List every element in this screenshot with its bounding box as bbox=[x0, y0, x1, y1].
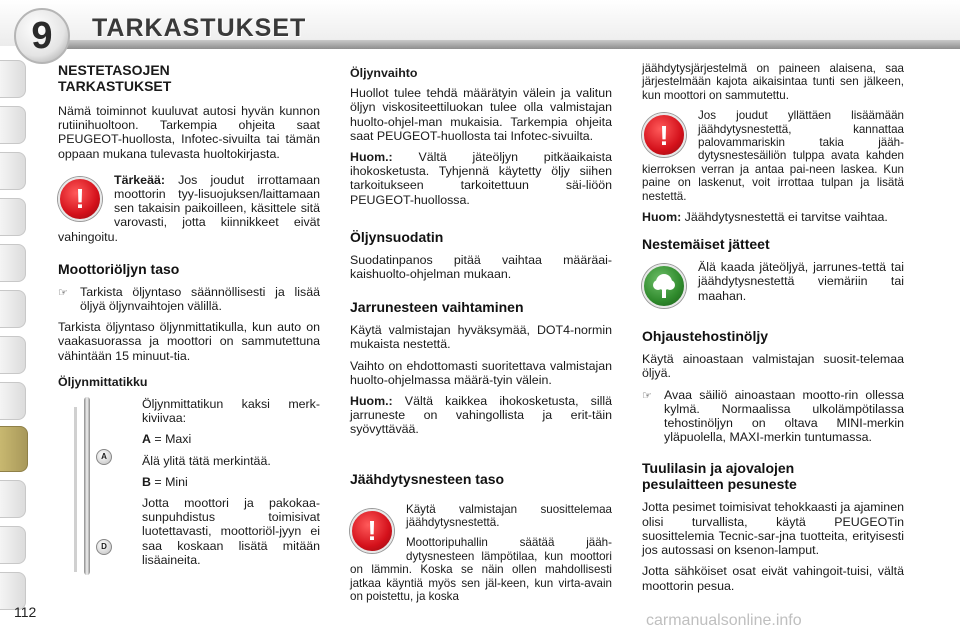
mark-a-label: A bbox=[142, 432, 151, 447]
power-steering-heading: Ohjaustehostinöljy bbox=[642, 328, 769, 345]
oil-change-text: Huollot tulee tehdä määrätyin välein ja valitun öljyn viskositeettiluokan tulee olla valmistajan huolto-ohjel-man mukaisia. Tarkempia ohjeita saat PEUGEOT-huollosta tai Infotec-sivuilta. bbox=[350, 86, 612, 143]
washer-fluid-heading bbox=[642, 460, 904, 492]
pointing-hand-icon: ☞ bbox=[58, 286, 68, 299]
chapter-number-badge: 9 bbox=[14, 8, 70, 64]
coolant-warning bbox=[642, 109, 904, 210]
dipstick-heading: Öljynmittatikku bbox=[58, 374, 148, 389]
dipstick-rod bbox=[84, 397, 90, 575]
mark-b-label: B bbox=[142, 474, 151, 489]
chapter-tab[interactable] bbox=[0, 480, 26, 518]
oil-level-heading: Moottoriöljyn taso bbox=[58, 260, 180, 277]
page-header bbox=[0, 0, 960, 57]
oil-level-text: Tarkista öljyntaso öljynmittatikulla, kun auto on vaakasuorassa ja moottori on sammutettuna vähintään 15 minuut-tia. bbox=[58, 320, 320, 363]
pointing-hand-icon: ☞ bbox=[642, 389, 652, 402]
dipstick-illustration bbox=[64, 397, 128, 575]
mark-a-text: = Maxi bbox=[150, 432, 192, 447]
mark-b-text: = Mini bbox=[150, 474, 188, 489]
huom-text: Jäähdytysnestettä ei tarvitse vaihtaa. bbox=[681, 210, 888, 225]
dipstick-tube bbox=[74, 407, 77, 572]
chapter-tab[interactable] bbox=[0, 244, 26, 282]
column-2 bbox=[350, 62, 612, 611]
warning-icon bbox=[642, 113, 686, 157]
chapter-tab[interactable] bbox=[0, 60, 26, 98]
waste-fluids-heading: Nestemäiset jätteet bbox=[642, 236, 770, 253]
coolant-warning-text: Jos joudut yllättäen lisäämään jäähdytysnestettä, kannattaa palovammariskin takia jääh-dytysnestesäiliön tulppa avata kahden kierroksen verran ja antaa pai-neen laskea. Kun paine on laskenut, voit irrottaa tulpan ja lisätä nestettä. bbox=[642, 109, 904, 203]
section-title-line: NESTETASOJEN bbox=[58, 62, 170, 78]
column-1 bbox=[58, 62, 320, 575]
chapter-tab-active[interactable] bbox=[0, 426, 28, 472]
brake-text: Käytä valmistajan hyväksymää, DOT4-normin mukaista nestettä. bbox=[350, 323, 612, 352]
huom-text: Vältä kaikkea ihokosketusta, sillä jarruneste on vahingollista ja erit-täin syövyttävää. bbox=[350, 394, 612, 437]
important-label: Tärkeää: bbox=[114, 172, 165, 187]
brake-fluid-heading: Jarrunesteen vaihtaminen bbox=[350, 299, 524, 316]
chapter-tab[interactable] bbox=[0, 336, 26, 374]
chapter-title: TARKASTUKSET bbox=[92, 14, 307, 42]
washer-text: Jotta sähköiset osat eivät vahingoit-tuisi, vältä moottorin pesua. bbox=[642, 564, 904, 593]
coolant-heading: Jäähdytysnesteen taso bbox=[350, 470, 505, 487]
washer-text: Jotta pesimet toimisivat tehokkaasti ja ajaminen olisi turvallista, käytä PEUGEOTin suosittelemia Tecnic-sar-jna tuotteita, erityisesti jos autossasi on ksenon-lamput. bbox=[642, 500, 904, 558]
section-title bbox=[58, 62, 320, 94]
mark-a-note: Älä ylitä tätä merkintää. bbox=[142, 453, 271, 468]
watermark: carmanualsonline.info bbox=[646, 612, 802, 629]
warning-symbol: ! bbox=[659, 119, 669, 151]
list-item bbox=[58, 285, 320, 313]
column-3 bbox=[642, 62, 904, 600]
waste-notice bbox=[642, 260, 904, 312]
oil-filter-heading: Öljynsuodatin bbox=[350, 228, 444, 245]
steering-bullet: Avaa säiliö ainoastaan mootto-rin ollessa kylmä. Normaalissa ulkolämpötilassa tehostinöljyn on oltava MINI-merkin yläpuolella, MAXI-merkin tuntumassa. bbox=[664, 387, 904, 445]
oil-filter-text: Suodatinpanos pitää vaihtaa määräai-kaishuolto-ohjelman mukaan. bbox=[350, 252, 612, 282]
tree-glyph bbox=[649, 271, 679, 301]
washer-heading-line: Tuulilasin ja ajovalojen bbox=[642, 460, 795, 477]
page-number: 112 bbox=[14, 604, 37, 620]
intro-paragraph: Nämä toiminnot kuuluvat autosi hyvän kunnon rutiinihuoltoon. Tarkempia ohjeita saat PEUGEOT-huollosta, Infotec-sivuilta tai tämän oppaan mukana tulevasta huoltokirjasta. bbox=[58, 104, 320, 161]
dipstick-block bbox=[58, 397, 320, 575]
chapter-tab[interactable] bbox=[0, 290, 26, 328]
steering-text: Käytä ainoastaan valmistajan suosit-telemaa öljyä. bbox=[642, 352, 904, 381]
chapter-tab-strip bbox=[0, 52, 28, 640]
coolant-warning bbox=[350, 503, 612, 604]
chapter-tab[interactable] bbox=[0, 198, 26, 236]
brake-text: Vaihto on ehdottomasti suoritettava valmistajan huolto-ohjelmassa määrä-tyin välein. bbox=[350, 358, 612, 387]
warning-symbol: ! bbox=[75, 182, 85, 214]
section-title-line: TARKASTUKSET bbox=[58, 78, 172, 94]
chapter-tab[interactable] bbox=[0, 152, 26, 190]
tree-icon bbox=[642, 264, 686, 308]
dipstick-mark-a: A bbox=[96, 449, 112, 465]
dipstick-intro: Öljynmittatikun kaksi merk-kiviivaa: bbox=[142, 397, 320, 426]
warning-icon bbox=[350, 509, 394, 553]
washer-heading-line: pesulaitteen pesuneste bbox=[642, 476, 797, 493]
huom-label: Huom.: bbox=[350, 150, 393, 165]
chapter-tab[interactable] bbox=[0, 526, 26, 564]
dipstick-mark-d: D bbox=[96, 539, 112, 555]
coolant-warning-text: Käytä valmistajan suosittelemaa jäähdytysnestettä. bbox=[406, 502, 612, 530]
oil-level-bullet: Tarkista öljyntaso säännöllisesti ja lisää öljyä öljynvaihtojen välillä. bbox=[80, 284, 320, 314]
coolant-continued: jäähdytysjärjestelmä on paineen alaisena, saa järjestelmään kajota aikaisintaa tunti sen jälkeen, kun moottori on sammutettu. bbox=[642, 62, 904, 102]
list-item bbox=[642, 388, 904, 445]
important-notice bbox=[58, 173, 320, 251]
waste-text: Älä kaada jäteöljyä, jarrunes-tettä tai jäähdytysnestettä viemäriin tai maahan. bbox=[698, 260, 904, 303]
huom-text: Vältä jäteöljyn pitkäaikaista ihokosketusta. Tyhjennä käytetty öljy siihen tarkoitukseen tarkoitettuun säi-liöön PEUGEOT-huollossa. bbox=[350, 150, 612, 207]
warning-icon bbox=[58, 177, 102, 221]
mark-b-note: Jotta moottori ja pakokaa-sunpuhdistus toimisivat luotettavasti, moottoriöl-jyyn ei saa koskaan lisätä mitään lisäaineita. bbox=[142, 496, 320, 567]
huom-label: Huom: bbox=[642, 210, 682, 225]
warning-symbol: ! bbox=[367, 514, 377, 546]
chapter-tab[interactable] bbox=[0, 106, 26, 144]
oil-change-heading: Öljynvaihto bbox=[350, 66, 418, 80]
important-text: Jos joudut irrottamaan moottorin tyy-lisuojuksen/laittamaan sen takaisin paikoilleen, käsittele sitä varovasti, jotta kiinnikkeet eivät vahingoitu. bbox=[58, 172, 320, 244]
coolant-warning-text: Moottoripuhallin säätää jääh-dytysnesteen lämpötilaa, kun moottori on lämmin. Koska se näin ollen mahdollisesti jatkaa käyntiä myös sen jäl-keen, kun virta-avain on poistettu, ja koska bbox=[350, 536, 612, 604]
chapter-tab[interactable] bbox=[0, 382, 26, 420]
huom-label: Huom.: bbox=[350, 394, 393, 409]
